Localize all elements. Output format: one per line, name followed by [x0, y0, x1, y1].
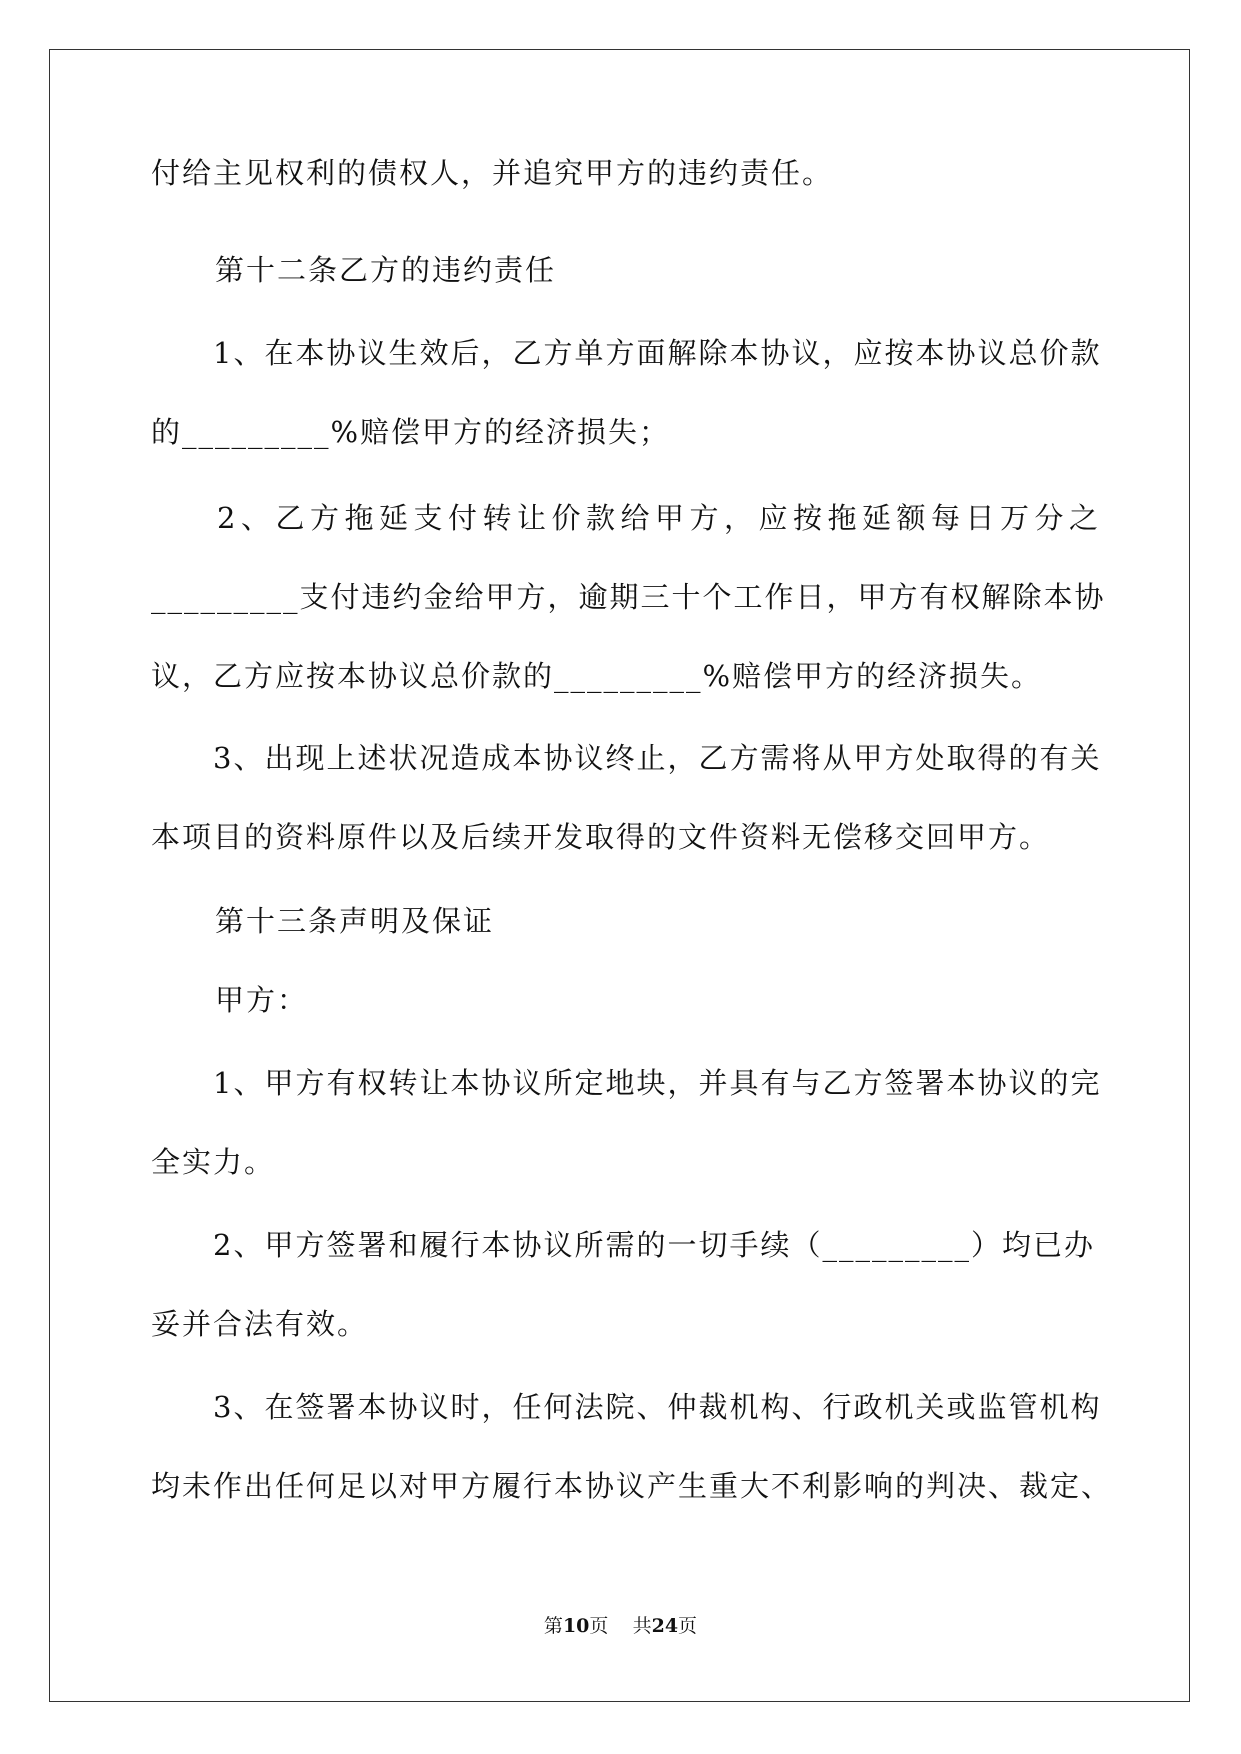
document-line: 付给主见权利的债权人，并追究甲方的违约责任。 — [151, 156, 834, 190]
footer-total-suffix: 页 — [678, 1615, 698, 1637]
party-label: 甲方： — [215, 983, 309, 1017]
current-page-number: 10 — [562, 1615, 590, 1637]
footer-page-prefix: 第 — [543, 1615, 563, 1637]
document-line: 2、甲方签署和履行本协议所需的一切手续（_________）均已办 — [213, 1228, 1095, 1262]
document-line: 均未作出任何足以对甲方履行本协议产生重大不利影响的判决、裁定、 — [151, 1469, 1113, 1503]
footer-page-suffix: 页 — [589, 1615, 609, 1637]
document-line: _________支付违约金给甲方，逾期三十个工作日，甲方有权解除本协 — [151, 580, 1106, 614]
document-line: 的_________%赔偿甲方的经济损失； — [151, 415, 671, 449]
document-line: 3、在签署本协议时，任何法院、仲裁机构、行政机关或监管机构 — [213, 1390, 1102, 1424]
document-line: 2、乙方拖延支付转让价款给甲方，应按拖延额每日万分之 — [217, 501, 1104, 535]
document-line: 妥并合法有效。 — [151, 1307, 369, 1341]
document-line: 本项目的资料原件以及后续开发取得的文件资料无偿移交回甲方。 — [151, 820, 1051, 854]
footer-total-prefix: 共 — [632, 1615, 652, 1637]
document-line: 1、在本协议生效后，乙方单方面解除本协议，应按本协议总价款 — [213, 336, 1102, 370]
document-line: 3、出现上述状况造成本协议终止，乙方需将从甲方处取得的有关 — [213, 741, 1102, 775]
section-heading: 第十三条声明及保证 — [215, 904, 495, 938]
document-line: 议，乙方应按本协议总价款的_________%赔偿甲方的经济损失。 — [151, 659, 1043, 693]
document-line: 全实力。 — [151, 1145, 276, 1179]
section-heading: 第十二条乙方的违约责任 — [215, 253, 557, 287]
total-pages-number: 24 — [651, 1615, 679, 1637]
page-border — [49, 49, 1190, 1702]
document-line: 1、甲方有权转让本协议所定地块，并具有与乙方签署本协议的完 — [213, 1066, 1102, 1100]
page-footer — [0, 1614, 1241, 1638]
